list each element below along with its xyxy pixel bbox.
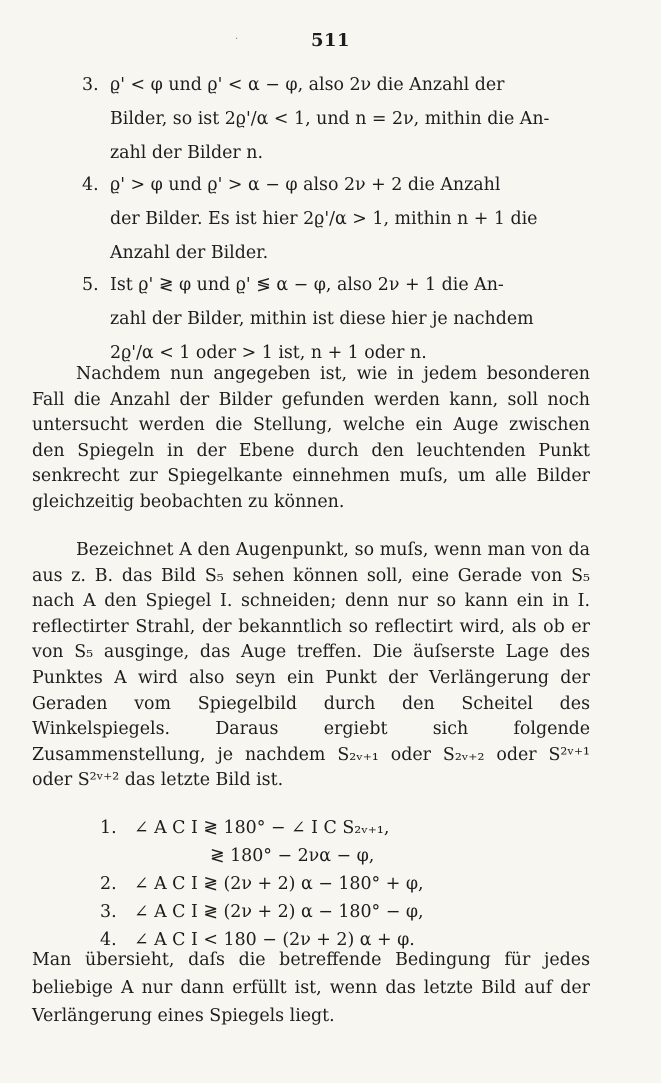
list-item-body [110,268,592,370]
text-line: Anzahl der Bilder. [110,243,269,263]
list-item-4 [82,168,592,270]
formula-row [100,898,600,926]
formula-text: ≷ 180° − 2να − φ, [210,846,375,866]
text-line: ϱ' > φ und ϱ' > α − φ also 2ν + 2 die Anzahl [110,175,501,195]
formula-row [100,870,600,898]
page-number: 511 [310,30,351,51]
text-line: zahl der Bilder n. [110,143,263,163]
formula-text: ∠ A C I < 180 − (2ν + 2) α + φ. [134,930,415,950]
text-line: Ist ϱ' ≷ φ und ϱ' ≶ α − φ, also 2ν + 1 die An- [110,275,504,295]
formula-label: 4. [100,930,117,950]
formula-text: ∠ A C I ≷ 180° − ∠ I C S₂ᵥ₊₁, [134,818,390,838]
paragraph-1: Nachdem nun angegeben ist, wie in jedem besonderen Fall die Anzahl der Bilder gefunden werden kann, soll noch untersucht werden die Stellung, welche ein Auge zwischen den Spiegeln in der Ebene durch den leuchtenden Punkt senkrecht zur Spiegelkante einnehmen muſs, um alle Bilder gleichzeitig beobachten zu können. [32,364,590,512]
text-line: der Bilder. Es ist hier 2ϱ'/α > 1, mithin n + 1 die [110,209,538,229]
list-item-body [110,68,592,170]
formula-list [100,814,600,954]
text-line: zahl der Bilder, mithin ist diese hier je nachdem [110,309,534,329]
formula-label: 1. [100,818,117,838]
text-line: Bilder, so ist 2ϱ'/α < 1, und n = 2ν, mithin die An- [110,109,550,129]
text-line: ϱ' < φ und ϱ' < α − φ, also 2ν die Anzahl der [110,75,505,95]
formula-text: ∠ A C I ≷ (2ν + 2) α − 180° − φ, [134,902,424,922]
list-item-body [110,168,592,270]
formula-text: ∠ A C I ≷ (2ν + 2) α − 180° + φ, [134,874,424,894]
paragraph-2: Bezeichnet A den Augenpunkt, so muſs, wenn man von da aus z. B. das Bild S₅ sehen können soll, eine Gerade von S₅ nach A den Spiegel I. schneiden; denn nur so kann ein in I. reflectirter Strahl, der bekanntlich so reflectirt wird, als ob er von S₅ ausginge, das Auge treffen. Die äuſserste Lage des Punktes A wird also seyn ein Punkt der Verlängerung der Geraden vom Spiegelbild durch den Scheitel des Winkelspiegels. Daraus ergiebt sich folgende Zusammenstellung, je nachdem S₂ᵥ₊₁ oder S₂ᵥ₊₂ oder S²ᵛ⁺¹ oder S²ᵛ⁺² das letzte Bild ist. [32,540,590,791]
formula-row [100,842,600,870]
list-number: 5. [82,275,99,295]
formula-label: 2. [100,874,117,894]
text-line: 2ϱ'/α < 1 oder > 1 ist, n + 1 oder n. [110,343,427,363]
list-item-5 [82,268,592,370]
list-number: 3. [82,75,99,95]
formula-row [100,814,600,842]
print-speck: · [235,34,239,45]
list-item-3 [82,68,592,170]
list-number: 4. [82,175,99,195]
formula-label: 3. [100,902,117,922]
closing-paragraph: Man übersieht, daſs die betreffende Bedingung für jedes beliebige A nur dann erfüllt ist, wenn das letzte Bild auf der Verlängerung eines Spiegels liegt. [32,950,590,1026]
